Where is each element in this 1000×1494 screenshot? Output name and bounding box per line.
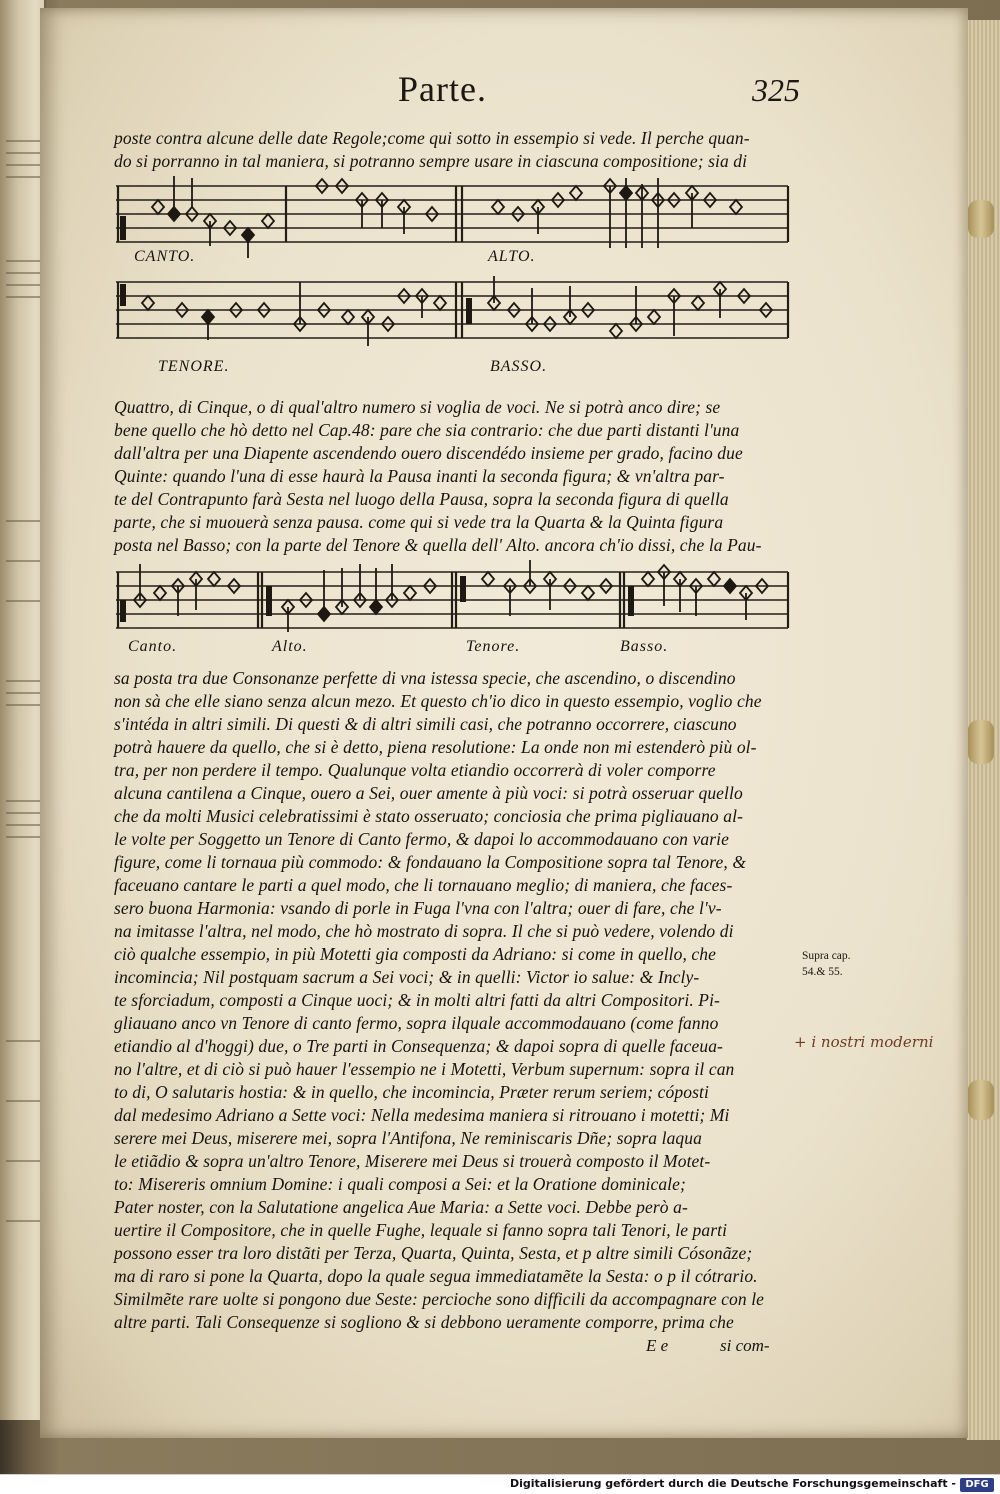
text-line: Pater noster, con la Salutatione angelica Aue Maria: a Sette voci. Debbe però a-: [114, 1197, 688, 1217]
text-line: parte, che si muouerà senza pausa. come qui si vede tra la Quarta & la Quinta figura: [114, 512, 724, 532]
voice-label-canto: CANTO.: [134, 248, 196, 265]
voice-label-canto: Canto.: [128, 638, 178, 655]
text-line: altre parti. Tali Consequenze si sogliono & si debbono ueramente comporre, prima che: [114, 1312, 734, 1332]
text-line: etiandio al d'hoggi) due, o Tre parti in Consequenza; & dapoi sopra di quelle faceua-: [114, 1036, 723, 1056]
book-tab-2: [968, 720, 994, 764]
text-line: uertire il Compositore, che in quelle Fughe, lequale si fanno sopra tali Tenori, le parti: [114, 1220, 728, 1240]
margin-note-line: Supra cap.: [802, 950, 851, 962]
handwritten-annotation: + i nostri moderni: [794, 1033, 934, 1051]
text-line: faceuano cantare le parti a quel modo, che li tornauano meglio; di maniera, che faces-: [114, 875, 733, 895]
text-line: Similmẽte rare uolte si pongono due Seste: percioche sono difficili da accompagnare con le: [114, 1289, 765, 1309]
voice-label-alto: Alto.: [272, 638, 308, 655]
text-line: alcuna cantilena a Cinque, ouero a Sei, ouer amente à più voci: si potrà osseruar quello: [114, 783, 743, 803]
text-line: non sà che elle siano senza alcun mezo. Et questo ch'io dico in questo essempio, voglio che: [114, 691, 762, 711]
text-line: te sforciadum, composti a Cinque uoci; & in molti altri fatti da altri Compositori. Pi-: [114, 990, 720, 1010]
text-line: Quattro, di Cinque, o di qual'altro numero si voglia de voci. Ne si potrà anco dire; se: [114, 397, 721, 417]
text-line: s'intéda in altri simili. Di questi & di altri simili casi, che potranno occorrere, ciascuno: [114, 714, 737, 734]
text-line: figure, come li tornaua più commodo: & fondauano la Compositione sopra tal Tenore, &: [114, 852, 747, 872]
dfg-footer-bar: [0, 1474, 1000, 1494]
voice-label-tenore: Tenore.: [466, 638, 521, 655]
running-head: Parte.: [398, 69, 487, 109]
voice-label-basso: Basso.: [620, 638, 669, 655]
voice-label-tenore: TENORE.: [158, 358, 230, 375]
text-line: poste contra alcune delle date Regole;come qui sotto in essempio si vede. Il perche quan-: [114, 128, 750, 148]
margin-note-line: 54.& 55.: [802, 966, 843, 978]
text-line: do si porranno in tal maniera, si potranno sempre usare in ciascuna compositione; sia di: [114, 151, 748, 171]
notes-row-1: [152, 176, 742, 258]
text-line: te del Contrapunto farà Sesta nel luogo della Pausa, sopra la seconda figura di quella: [114, 489, 729, 509]
voice-label-alto: ALTO.: [488, 248, 536, 265]
text-line: sero buona Harmonia: vsando di porle in Fuga l'vna con l'altra; ouer di fare, che l'v-: [114, 898, 722, 918]
text-line: to: Misereris omnium Domine: i quali composi a Sei: et la Oratione dominicale;: [114, 1174, 686, 1194]
staff-row-2: [116, 282, 788, 338]
text-line: sa posta tra due Consonanze perfette di vna istessa specie, che ascendino, o discendino: [114, 668, 736, 688]
music-example-2: [112, 560, 792, 640]
text-line: che da molti Musici celebratissimi è stato osseruato; conciosia che prima pigliauano al-: [114, 806, 743, 826]
book-tab-1: [968, 200, 994, 238]
text-line: posta nel Basso; con la parte del Tenore & quella dell' Alto. ancora ch'io dissi, che la Pau-: [114, 535, 762, 555]
text-line: dal medesimo Adriano a Sette voci: Nella medesima maniera si ritrouano i motetti; Mi: [114, 1105, 730, 1125]
footer-credit: Digitalisierung gefördert durch die Deutsche Forschungsgemeinschaft -: [509, 1477, 956, 1490]
text-line: na imitasse l'altra, nel modo, che hò mostrato di sopra. Il che si può vedere, volendo di: [114, 921, 734, 941]
text-line: to di, O salutaris hostia: & in quello, che incomincia, Præter rerum seriem; cóposti: [114, 1082, 709, 1102]
book-tab-3: [968, 1080, 994, 1120]
text-line: ciò qualche essempio, in più Motetti gia composti da Adriano: si come in quello, che: [114, 944, 717, 964]
text-line: ma di raro si pone la Quarta, dopo la quale segua immediatamẽte la Sesta: o p il cótrario.: [114, 1266, 758, 1286]
text-line: gliauano anco vn Tenore di canto fermo, sopra ilquale accommodauano (come fanno: [114, 1013, 719, 1033]
dfg-logo: DFG: [960, 1478, 994, 1492]
voice-label-basso: BASSO.: [490, 358, 548, 375]
catchword-signature: E e: [646, 1336, 669, 1355]
text-line: dall'altra per una Diapente ascendendo ouero discendédo insieme per grado, facino due: [114, 443, 743, 463]
text-line: bene quello che hò detto nel Cap.48: pare che sia contrario: che due parti distanti l'una: [114, 420, 740, 440]
text-line: incomincia; Nil postquam sacrum a Sei voci; & in quelli: Victor io salue: & Incly-: [114, 967, 700, 987]
catchword: si com-: [720, 1336, 770, 1355]
text-line: tra, per non perdere il tempo. Qualunque volta etiandio occorrerà di voler comporre: [114, 760, 716, 780]
text-line: le etiãdio & sopra un'altro Tenore, Miserere mei Deus si trouerà composto il Motet-: [114, 1151, 711, 1171]
text-line: potrà hauere da quello, che si è detto, piena resolutione: La onde non mi estenderò più ol-: [114, 737, 757, 757]
page-number: 325: [752, 72, 800, 108]
text-line: serere mei Deus, miserere mei, sopra l'Antifona, Ne reminiscaris Dñe; sopra laqua: [114, 1128, 702, 1148]
text-line: Quinte: quando l'una di esse haurà la Pausa inanti la seconda figura; & vn'altra par-: [114, 466, 725, 486]
music-example-1: [112, 168, 792, 376]
text-line: possono esser tra loro distãti per Terza, Quarta, Quinta, Sesta, et p altre simili Cósonãze;: [114, 1243, 753, 1263]
text-line: le volte per Soggetto un Tenore di Canto fermo, & dapoi lo accommodauano con varie: [114, 829, 729, 849]
text-line: no l'altre, et di ciò si può hauer l'essempio ne i Motetti, Verbum supernum: sopra il can: [114, 1059, 735, 1079]
